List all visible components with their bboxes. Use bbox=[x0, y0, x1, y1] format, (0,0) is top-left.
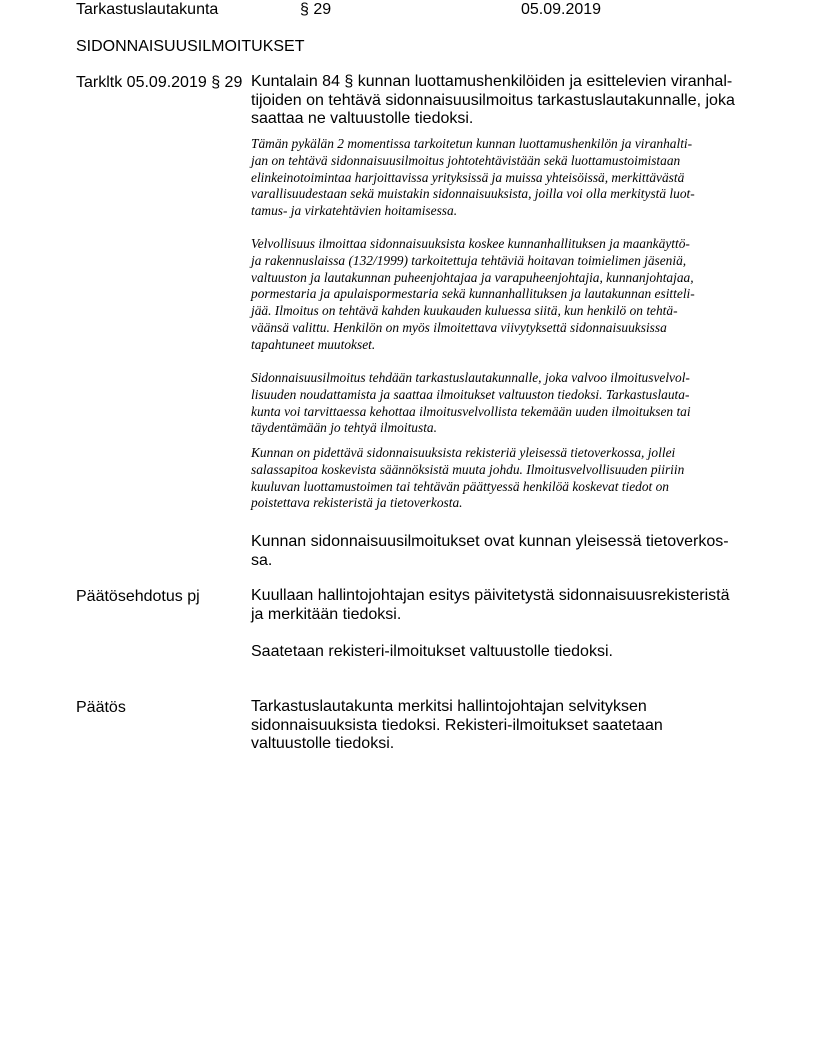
text-line: jan on tehtävä sidonnaisuusilmoitus johtotehtävistään sekä luottamustoimistaan bbox=[251, 152, 681, 168]
header-date: 05.09.2019 bbox=[521, 1, 602, 18]
item-label: Tarkltk 05.09.2019 § 29 bbox=[76, 74, 243, 91]
text-line: Kuntalain 84 § kunnan luottamushenkilöiden ja esittelevien viranhal- bbox=[251, 73, 733, 90]
text-line: väänsä valittu. Henkilön on myös ilmoitettava viivytyksettä sidonnaisuuksissa bbox=[251, 319, 667, 335]
text-line: täydentämään jo tehtyä ilmoitusta. bbox=[251, 420, 437, 436]
text-line: valtuustolle tiedoksi. bbox=[251, 735, 395, 752]
text-line: tijoiden on tehtävä sidonnaisuusilmoitus tarkastuslautakunnalle, joka bbox=[251, 91, 735, 109]
item-lead bbox=[251, 73, 741, 129]
legal-note-2 bbox=[251, 236, 741, 354]
proposal-paragraph-2 bbox=[251, 643, 741, 662]
text-line: Saatetaan rekisteri-ilmoitukset valtuustolle tiedoksi. bbox=[251, 643, 613, 660]
legal-note-3 bbox=[251, 370, 741, 437]
text-line: saattaa ne valtuustolle tiedoksi. bbox=[251, 110, 474, 127]
text-line: Tämän pykälän 2 momentissa tarkoitetun kunnan luottamushenkilön ja viranhalti- bbox=[251, 136, 693, 151]
text-line: Kunnan sidonnaisuusilmoitukset ovat kunnan yleisessä tietoverkos- bbox=[251, 533, 729, 550]
text-line: pormestaria ja apulaispormestaria sekä kunnanhallituksen ja lautakunnan esitteli- bbox=[251, 286, 695, 302]
legal-note-4 bbox=[251, 445, 741, 512]
text-line: ja rakennuslaissa (132/1999) tarkoitettuja tehtäviä hoitavan toimielimen jäseniä, bbox=[251, 252, 687, 268]
text-line: poistettava rekisteristä ja tietoverkosta. bbox=[251, 495, 463, 511]
text-line: sidonnaisuuksista tiedoksi. Rekisteri-ilmoitukset saatetaan bbox=[251, 716, 663, 734]
text-line: ja merkitään tiedoksi. bbox=[251, 605, 402, 623]
header-body-name: Tarkastuslautakunta bbox=[76, 1, 219, 18]
text-line: lisuuden noudattamista ja saattaa ilmoitukset valtuuston tiedoksi. Tarkastuslauta- bbox=[251, 386, 690, 402]
text-line: Velvollisuus ilmoittaa sidonnaisuuksista koskee kunnanhallituksen ja maankäyttö- bbox=[251, 236, 690, 251]
legal-note-1 bbox=[251, 136, 741, 220]
text-line: salassapitoa koskevista säännöksistä muuta johdu. Ilmoitusvelvollisuuden piiriin bbox=[251, 461, 685, 477]
decision-paragraph bbox=[251, 698, 741, 754]
text-line: Kunnan on pidettävä sidonnaisuuksista rekisteriä yleisessä tietoverkossa, jollei bbox=[251, 445, 676, 460]
text-line: kunta voi tarvittaessa kehottaa ilmoitusvelvollista tekemään uuden ilmoituksen tai bbox=[251, 403, 691, 419]
header-section: § 29 bbox=[300, 1, 332, 18]
page-title: SIDONNAISUUSILMOITUKSET bbox=[76, 38, 305, 55]
text-line: kuuluvan luottamustoimen tai tehtävän päättyessä henkilöä koskevat tiedot on bbox=[251, 478, 669, 494]
proposal-paragraph-1 bbox=[251, 587, 741, 624]
text-line: Tarkastuslautakunta merkitsi hallintojohtajan selvityksen bbox=[251, 698, 647, 715]
item-label: Päätösehdotus pj bbox=[76, 588, 200, 605]
text-line: jää. Ilmoitus on tehtävä kahden kuukauden kuluessa siitä, kun henkilö on tehtä- bbox=[251, 303, 678, 319]
text-line: tamus- ja virkatehtävien hoitamisessa. bbox=[251, 203, 458, 219]
text-line: Kuullaan hallintojohtajan esitys päivitetystä sidonnaisuusrekisteristä bbox=[251, 587, 730, 604]
text-line: sa. bbox=[251, 551, 273, 569]
text-line: elinkeinotoimintaa harjoittavissa yrityksissä ja muissa yhteisöissä, merkittävästä bbox=[251, 169, 685, 185]
text-line: Sidonnaisuusilmoitus tehdään tarkastuslautakunnalle, joka valvoo ilmoitusvelvol- bbox=[251, 370, 690, 385]
text-line: varallisuudestaan sekä muistakin sidonnaisuuksista, joilla voi olla merkitystä luot- bbox=[251, 186, 695, 202]
text-line: tapahtuneet muutokset. bbox=[251, 336, 376, 352]
text-line: valtuuston ja lautakunnan puheenjohtajaa ja varapuheenjohtajia, kunnanjohtajaa, bbox=[251, 269, 694, 285]
item-trailer bbox=[251, 533, 741, 570]
item-label: Päätös bbox=[76, 699, 126, 716]
